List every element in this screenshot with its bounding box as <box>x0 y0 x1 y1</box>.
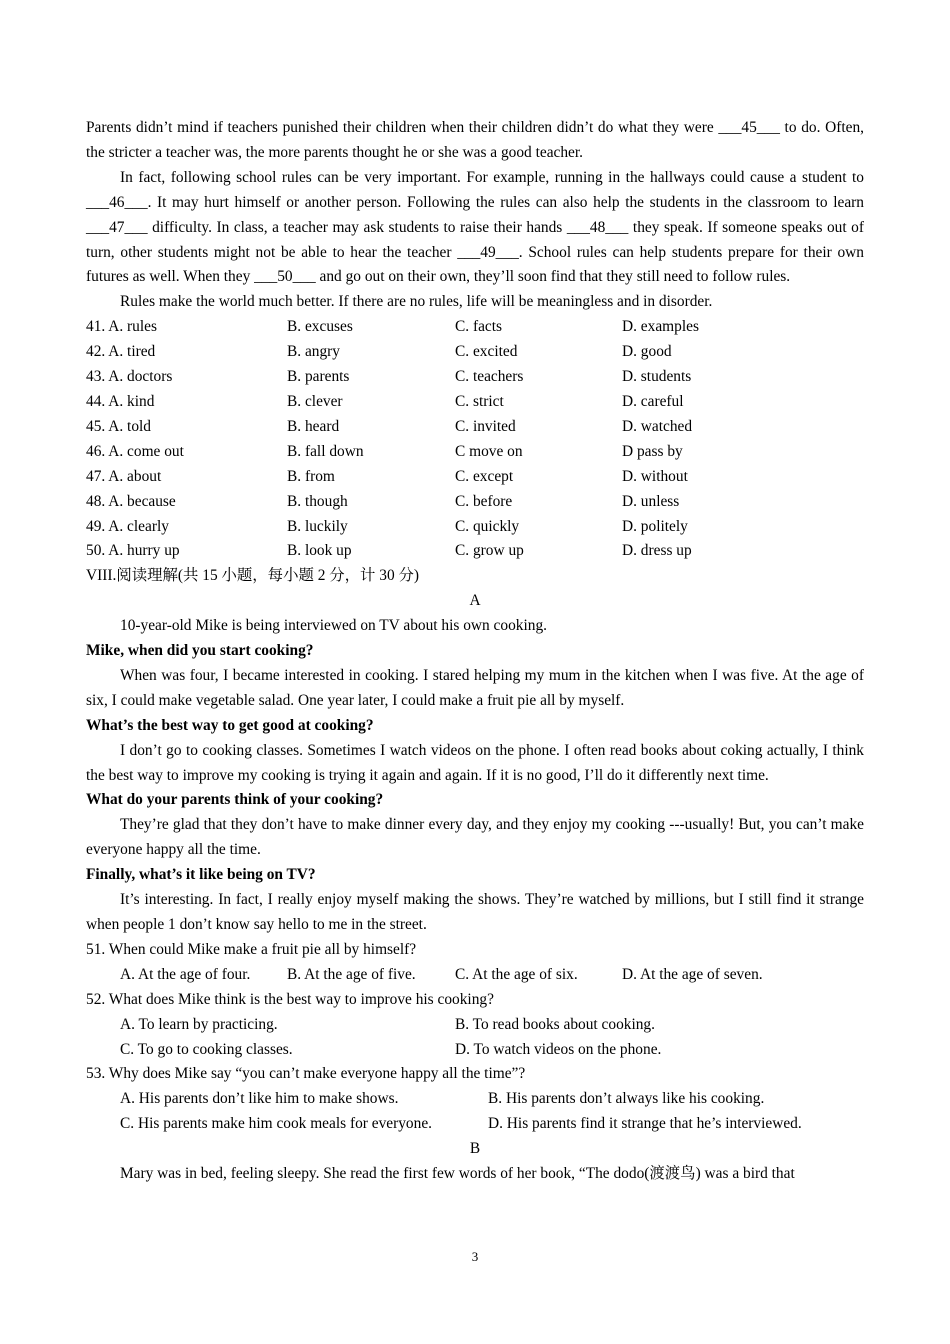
cloze-option: C. facts <box>455 318 503 336</box>
option-d: D. To watch videos on the phone. <box>455 1040 662 1058</box>
cloze-option: 47. A. about <box>86 467 162 485</box>
cloze-option: D. without <box>622 467 688 485</box>
cloze-option: 42. A. tired <box>86 343 156 361</box>
question-52: 52. What does Mike think is the best way to improve his cooking? <box>86 990 494 1008</box>
option-b: B. His parents don’t always like his cooking. <box>488 1090 765 1108</box>
cloze-option: D. students <box>622 368 692 386</box>
cloze-option-row <box>86 390 864 415</box>
cloze-option: 41. A. rules <box>86 318 157 336</box>
cloze-option-row <box>86 440 864 465</box>
cloze-option: B. fall down <box>287 442 364 460</box>
passage-paragraph: Parents didn’t mind if teachers punished their children when their children didn’t do what they were ___45___ to do. Often, the stricter a teacher was, the more parents thought he or she was a good teacher. <box>86 119 864 161</box>
cloze-option: C. before <box>455 492 513 510</box>
cloze-option-row <box>86 415 864 440</box>
cloze-option: 49. A. clearly <box>86 517 169 535</box>
cloze-option: D. unless <box>622 492 680 510</box>
cloze-option: 45. A. told <box>86 417 151 435</box>
option-b: B. At the age of five. <box>287 965 416 983</box>
option-a: A. His parents don’t like him to make shows. <box>120 1090 399 1108</box>
cloze-option: C. except <box>455 467 514 485</box>
cloze-option: B. angry <box>287 343 341 361</box>
question-52-options-row <box>86 1038 864 1063</box>
cloze-option: 46. A. come out <box>86 442 184 460</box>
interview-question: What’s the best way to get good at cooking? <box>86 716 374 734</box>
cloze-options <box>86 315 864 564</box>
cloze-option: B. heard <box>287 417 340 435</box>
cloze-option: D. careful <box>622 392 684 410</box>
interview-answer: It’s interesting. In fact, I really enjoy myself making the shows. They’re watched by millions, but I still find it strange when people 1 don’t know say hello to me in the street. <box>86 891 864 933</box>
question-53: 53. Why does Mike say “you can’t make everyone happy all the time”? <box>86 1065 526 1083</box>
question-51-options <box>86 963 864 988</box>
interview-answer: They’re glad that they don’t have to make dinner every day, and they enjoy my cooking ---usually! But, you can’t make everyone happy all the time. <box>86 816 864 859</box>
option-a: A. At the age of four. <box>120 965 251 983</box>
interview-question: What do your parents think of your cooking? <box>86 791 384 809</box>
question-52-options-row <box>86 1013 864 1038</box>
section-title: VIII.阅读理解(共 15 小题，每小题 2 分，计 30 分) <box>86 567 420 585</box>
cloze-option: B. though <box>287 492 348 510</box>
option-c: C. To go to cooking classes. <box>120 1040 293 1058</box>
cloze-option: 44. A. kind <box>86 392 155 410</box>
cloze-option: D. dress up <box>622 542 692 560</box>
cloze-option: B. from <box>287 467 335 485</box>
cloze-option: C. quickly <box>455 517 520 535</box>
cloze-option: B. luckily <box>287 517 348 535</box>
interview-answer: I don’t go to cooking classes. Sometimes I watch videos on the phone. I often read books about coking actually, I think the best way to improve my cooking is trying it again and again. If it is no good, I’ll do it differently next time. <box>86 741 864 784</box>
cloze-option-row <box>86 490 864 515</box>
cloze-option: B. excuses <box>287 318 353 336</box>
cloze-option: B. parents <box>287 368 350 386</box>
part-a-intro: 10-year-old Mike is being interviewed on TV about his own cooking. <box>120 617 547 635</box>
cloze-option: D. examples <box>622 318 699 336</box>
page-content <box>86 116 864 1187</box>
cloze-option: C. strict <box>455 392 504 410</box>
cloze-option: 50. A. hurry up <box>86 542 180 560</box>
part-a-label: A <box>469 592 481 610</box>
page-number: 3 <box>471 1249 479 1264</box>
interview-question: Finally, what’s it like being on TV? <box>86 866 316 884</box>
cloze-option-row <box>86 465 864 490</box>
interview-answer: When was four, I became interested in cooking. I stared helping my mum in the kitchen when I was five. At the age of six, I could make vegetable salad. One year later, I could make a fruit pie all by myself. <box>86 666 864 709</box>
cloze-option-row <box>86 365 864 390</box>
part-b-label: B <box>469 1140 481 1158</box>
cloze-option: 43. A. doctors <box>86 368 173 386</box>
cloze-option: B. clever <box>287 392 343 410</box>
cloze-option: C. invited <box>455 417 516 435</box>
cloze-option: D. good <box>622 343 672 361</box>
cloze-option: C. grow up <box>455 542 524 560</box>
option-c: C. His parents make him cook meals for everyone. <box>120 1115 432 1133</box>
question-53-options-row <box>86 1112 864 1137</box>
interview-question: Mike, when did you start cooking? <box>86 642 314 660</box>
passage-paragraph: Rules make the world much better. If there are no rules, life will be meaningless and in disorder. <box>120 293 713 311</box>
cloze-option-row <box>86 340 864 365</box>
cloze-option: D. politely <box>622 517 688 535</box>
option-d: D. His parents find it strange that he’s interviewed. <box>488 1115 802 1133</box>
option-c: C. At the age of six. <box>455 965 578 983</box>
passage-paragraph: In fact, following school rules can be very important. For example, running in the hallways could cause a student to ___46___. It may hurt himself or another person. Following the rules can also help the students in the classroom to learn ___47___ difficulty. In class, a teacher may ask students to raise their hands ___48___ they speak. If someone speaks out of turn, other students might not be able to hear the teacher ___49___. School rules can help students prepare for their own futures as well. When they ___50___ and go out on their own, they’ll soon find that they still need to follow rules. <box>86 168 864 286</box>
part-b-intro: Mary was in bed, feeling sleepy. She read the first few words of her book, “The dodo(渡渡鸟) was a bird that <box>120 1165 795 1183</box>
option-a: A. To learn by practicing. <box>120 1015 278 1033</box>
cloze-option: C move on <box>455 442 523 460</box>
cloze-option: C. teachers <box>455 368 524 386</box>
cloze-option: 48. A. because <box>86 492 176 510</box>
cloze-option: D. watched <box>622 417 693 435</box>
cloze-option: D pass by <box>622 442 683 460</box>
option-b: B. To read books about cooking. <box>455 1015 655 1033</box>
cloze-option-row <box>86 515 864 540</box>
cloze-option: C. excited <box>455 343 518 361</box>
cloze-option: B. look up <box>287 542 352 560</box>
question-51: 51. When could Mike make a fruit pie all by himself? <box>86 940 417 958</box>
option-d: D. At the age of seven. <box>622 965 763 983</box>
cloze-option-row <box>86 315 864 340</box>
question-53-options-row <box>86 1087 864 1112</box>
cloze-option-row <box>86 539 864 564</box>
